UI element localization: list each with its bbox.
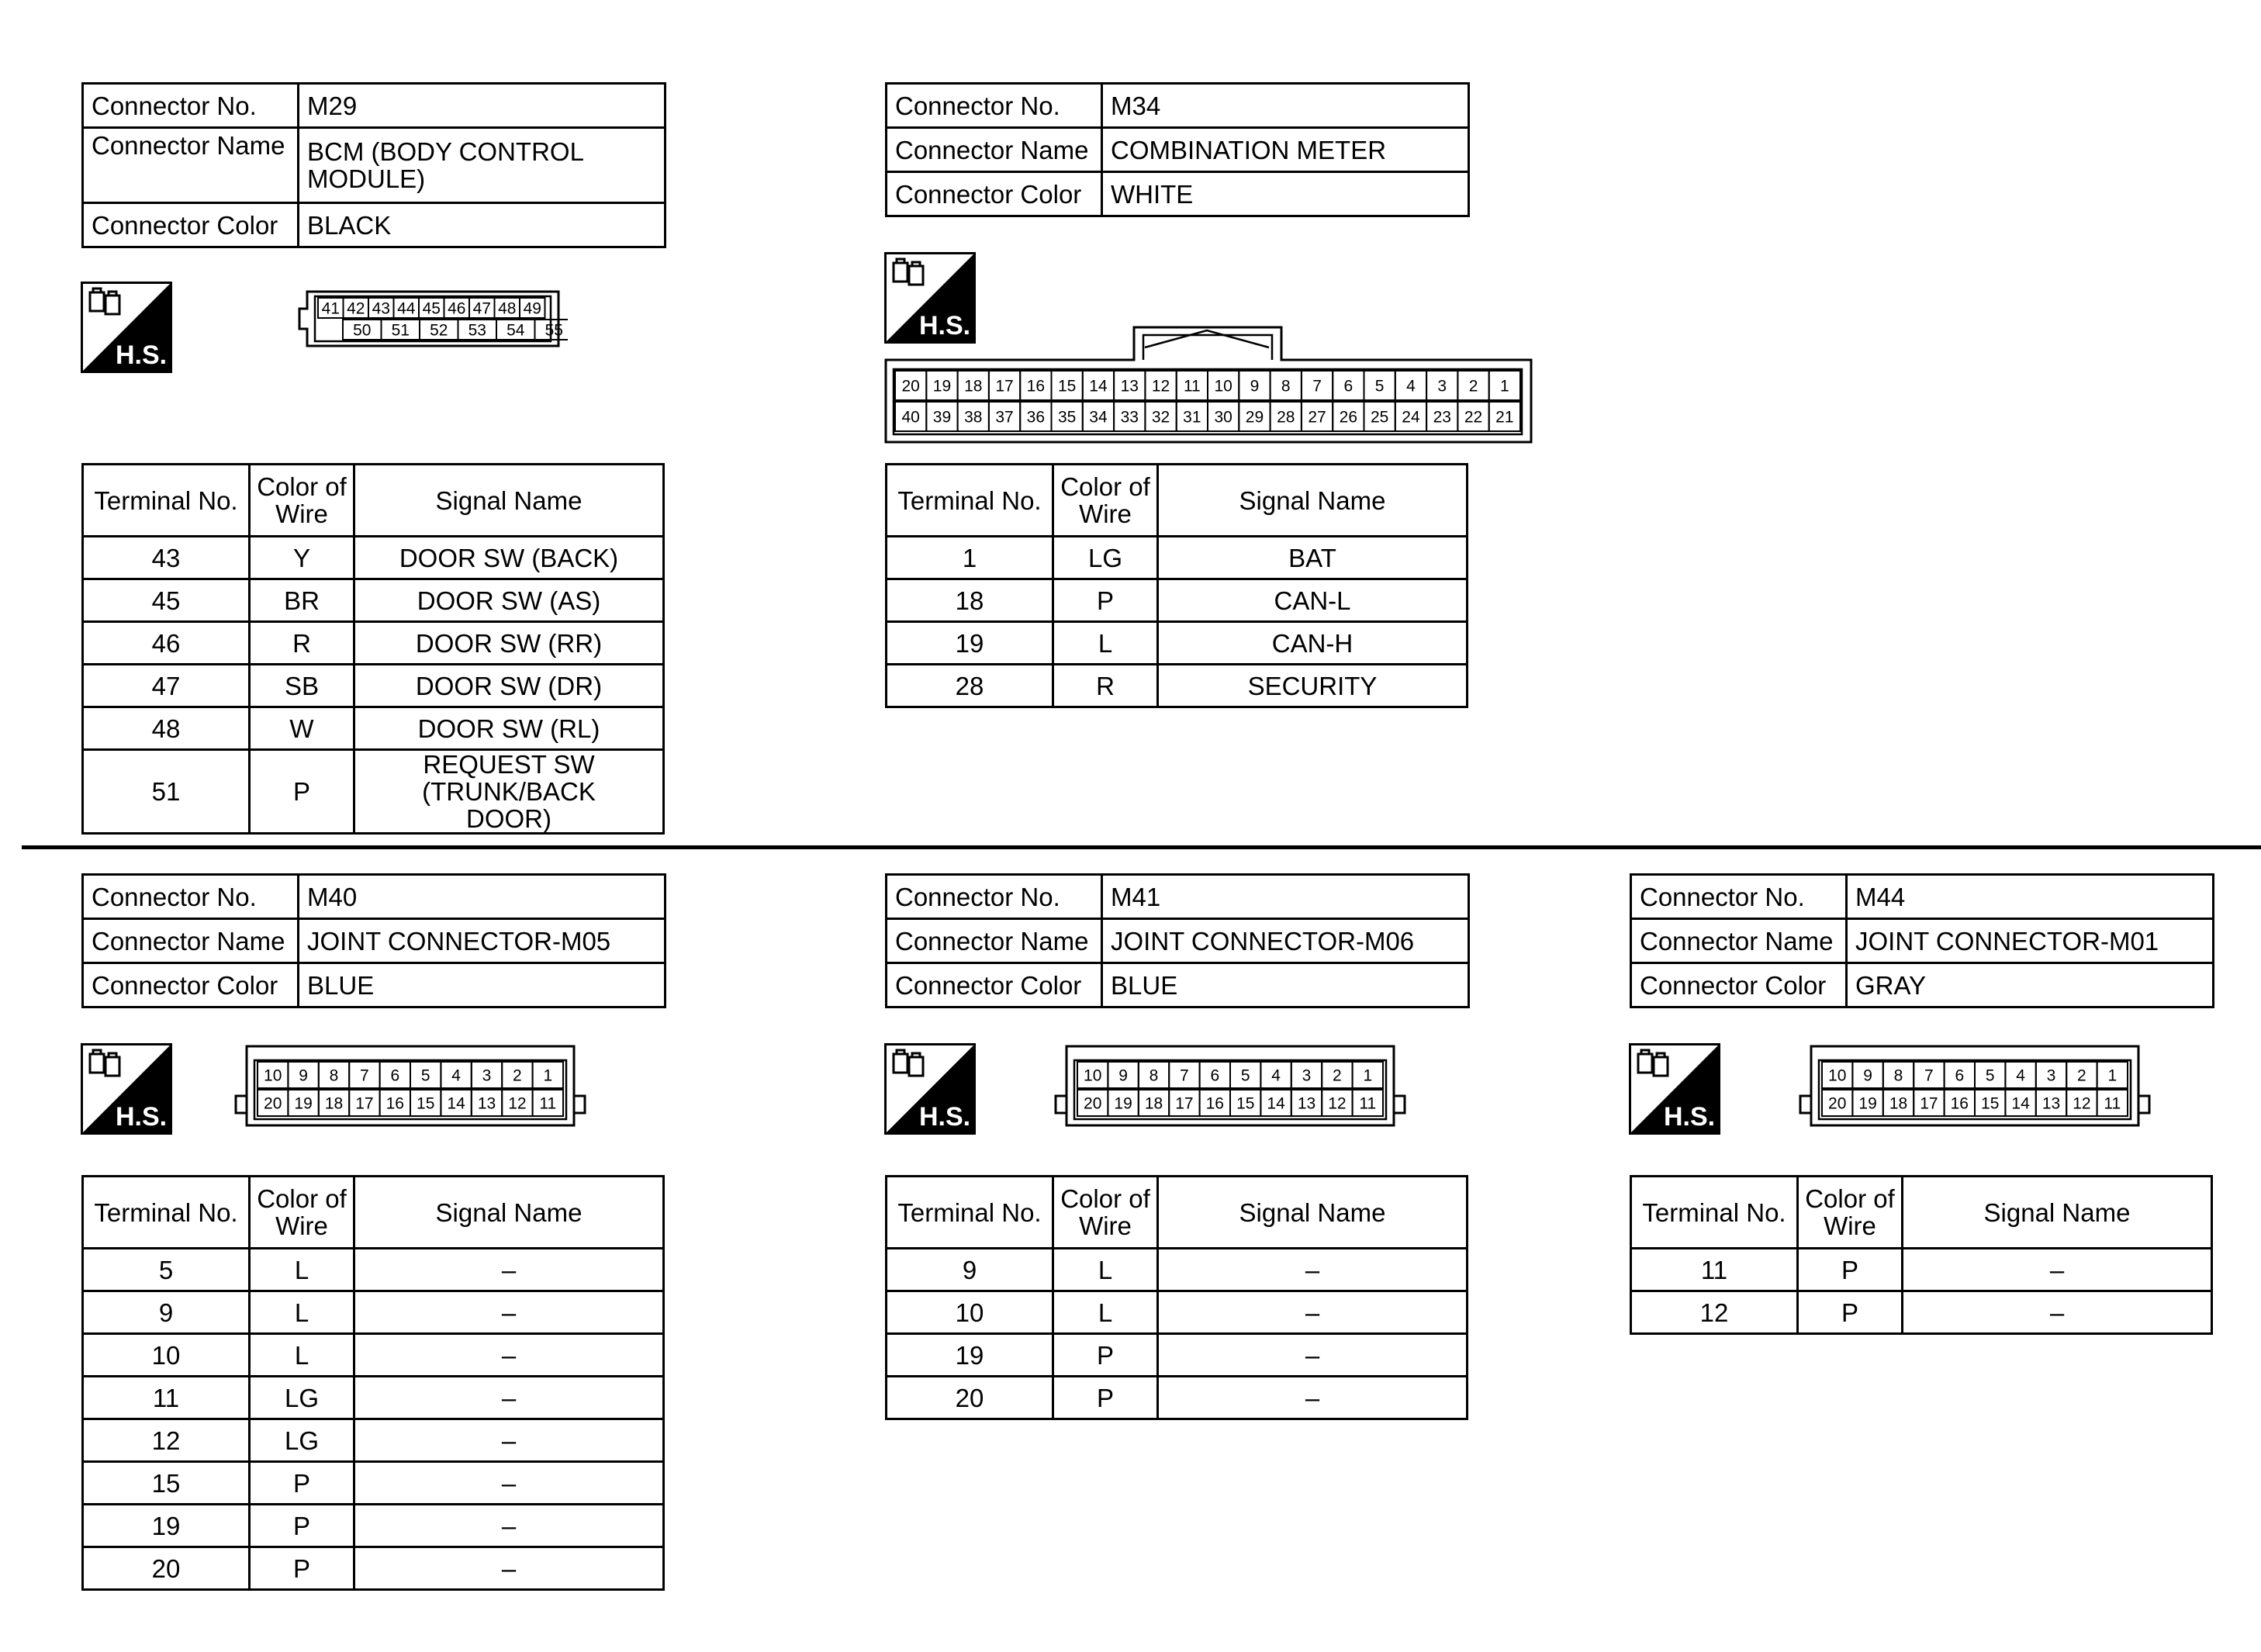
- signal-cell: –: [1158, 1334, 1468, 1377]
- pin-number: 15: [1057, 377, 1077, 396]
- pin-number: 6: [1210, 1066, 1220, 1085]
- pin-number: 20: [1828, 1094, 1847, 1113]
- connector-no-value: M44: [1847, 875, 2214, 919]
- pin-number: 36: [1026, 408, 1046, 427]
- table-row: [887, 1377, 1468, 1419]
- connector-m44-face: [1796, 1043, 2154, 1130]
- pin-number: 15: [1236, 1094, 1255, 1113]
- wire-cell: L: [250, 1249, 354, 1291]
- signal-cell: REQUEST SW (TRUNK/BACK DOOR): [354, 750, 664, 834]
- pin-number: 13: [1297, 1094, 1316, 1113]
- connector-m41-face: [1051, 1043, 1409, 1130]
- table-row: [83, 579, 664, 622]
- pin-number: 10: [1214, 377, 1232, 396]
- terminal-no-header: Terminal No.: [887, 465, 1053, 537]
- pin-number: 39: [932, 408, 952, 427]
- pin-number: 1: [543, 1066, 553, 1085]
- pin-number: 29: [1245, 408, 1264, 427]
- pin-number: 37: [995, 408, 1014, 427]
- pin-number: 13: [1120, 377, 1139, 396]
- pin-number: 17: [1920, 1094, 1938, 1113]
- terminal-cell: 45: [83, 579, 250, 622]
- pin-number: 9: [1250, 377, 1260, 396]
- connector-color-label: Connector Color: [887, 963, 1102, 1007]
- wire-cell: W: [250, 707, 354, 750]
- signal-cell: –: [354, 1249, 664, 1291]
- color-of-wire-header: Color of Wire: [1798, 1177, 1903, 1249]
- table-row: [83, 622, 664, 665]
- signal-cell: –: [1903, 1249, 2212, 1291]
- pin-number: 22: [1464, 408, 1483, 427]
- harness-side-icon: [81, 1043, 172, 1135]
- pin-number: 7: [1924, 1066, 1934, 1085]
- connector-color-label: Connector Color: [1631, 963, 1847, 1007]
- wire-cell: P: [250, 750, 354, 834]
- connector-m34-info: [885, 82, 1470, 217]
- signal-cell: DOOR SW (BACK): [354, 537, 664, 579]
- signal-cell: –: [1158, 1377, 1468, 1419]
- signal-cell: BAT: [1158, 537, 1468, 579]
- pin-number: 7: [360, 1066, 369, 1085]
- wire-cell: BR: [250, 579, 354, 622]
- wire-cell: P: [250, 1547, 354, 1590]
- pin-number: 3: [482, 1066, 492, 1085]
- terminal-cell: 20: [83, 1547, 250, 1590]
- signal-cell: CAN-L: [1158, 579, 1468, 622]
- table-row: [887, 1334, 1468, 1377]
- connector-no-value: M34: [1102, 84, 1469, 128]
- pin-number: 42: [347, 299, 365, 318]
- signal-cell: DOOR SW (RL): [354, 707, 664, 750]
- table-row: [83, 1462, 664, 1505]
- pin-number: 4: [2016, 1066, 2025, 1085]
- color-of-wire-header: Color of Wire: [250, 1177, 354, 1249]
- terminal-cell: 51: [83, 750, 250, 834]
- connector-m29-info: [81, 82, 666, 248]
- pin-number: 18: [1144, 1094, 1163, 1113]
- pin-number: 7: [1312, 377, 1322, 396]
- signal-cell: –: [354, 1547, 664, 1590]
- terminal-cell: 11: [83, 1377, 250, 1419]
- terminal-no-header: Terminal No.: [1631, 1177, 1798, 1249]
- pin-number: 14: [447, 1094, 465, 1113]
- pin-number: 35: [1057, 408, 1077, 427]
- color-of-wire-header: Color of Wire: [1053, 465, 1158, 537]
- pin-number: 41: [321, 299, 340, 318]
- pin-number: 11: [2104, 1094, 2121, 1113]
- pin-number: 32: [1151, 408, 1170, 427]
- signal-cell: DOOR SW (DR): [354, 665, 664, 707]
- pin-number: 13: [2041, 1094, 2061, 1113]
- pin-number: 11: [1183, 377, 1201, 396]
- pin-number: 5: [1985, 1066, 1995, 1085]
- table-row: [83, 1377, 664, 1419]
- terminal-table-m41: [885, 1175, 1468, 1420]
- pin-number: 20: [901, 377, 920, 396]
- pin-number: 19: [1858, 1094, 1877, 1113]
- pin-number: 53: [468, 321, 486, 340]
- signal-name-header: Signal Name: [1158, 1177, 1468, 1249]
- connector-no-label: Connector No.: [887, 875, 1102, 919]
- connector-no-value: M41: [1102, 875, 1469, 919]
- table-row: [887, 1291, 1468, 1334]
- table-row: [83, 1505, 664, 1547]
- pin-number: 4: [451, 1066, 461, 1085]
- connector-name-value: JOINT CONNECTOR-M01: [1847, 919, 2214, 963]
- terminal-table-m34-wrap: [885, 463, 1468, 708]
- connector-name-label: Connector Name: [83, 919, 299, 963]
- wire-cell: P: [1798, 1249, 1903, 1291]
- pin-number: 6: [1343, 377, 1353, 396]
- connector-no-label: Connector No.: [83, 875, 299, 919]
- terminal-cell: 19: [887, 622, 1053, 665]
- wire-cell: LG: [250, 1377, 354, 1419]
- table-row: [83, 707, 664, 750]
- signal-cell: –: [354, 1505, 664, 1547]
- terminal-cell: 18: [887, 579, 1053, 622]
- pin-number: 11: [539, 1094, 557, 1113]
- pin-number: 26: [1339, 408, 1358, 427]
- terminal-no-header: Terminal No.: [83, 465, 250, 537]
- terminal-cell: 48: [83, 707, 250, 750]
- pin-number: 10: [264, 1066, 282, 1085]
- pin-number: 44: [397, 299, 416, 318]
- pin-number: 28: [1277, 408, 1295, 427]
- pin-number: 5: [1374, 377, 1385, 396]
- table-row: [83, 1334, 664, 1377]
- wire-cell: L: [1053, 622, 1158, 665]
- connector-color-value: BLUE: [1102, 963, 1469, 1007]
- connector-no-label: Connector No.: [887, 84, 1102, 128]
- pin-number: 12: [2073, 1094, 2091, 1113]
- connector-color-value: BLACK: [299, 203, 666, 247]
- pin-number: 52: [430, 321, 448, 340]
- wire-cell: R: [1053, 665, 1158, 707]
- terminal-cell: 47: [83, 665, 250, 707]
- pin-number: 17: [995, 377, 1014, 396]
- terminal-no-header: Terminal No.: [83, 1177, 250, 1249]
- terminal-table-m40: [81, 1175, 665, 1591]
- pin-number: 16: [385, 1094, 404, 1113]
- terminal-table-m41-wrap: [885, 1175, 1468, 1420]
- pin-number: 51: [391, 321, 410, 340]
- pin-number: 23: [1433, 408, 1451, 427]
- pin-number: 50: [353, 321, 372, 340]
- terminal-cell: 15: [83, 1462, 250, 1505]
- pin-number: 24: [1402, 408, 1420, 427]
- harness-side-icon: [884, 1043, 976, 1135]
- terminal-cell: 9: [887, 1249, 1053, 1291]
- pin-number: 9: [1863, 1066, 1872, 1085]
- terminal-table-m34: [885, 463, 1468, 708]
- table-row: [887, 665, 1468, 707]
- pin-number: 15: [1981, 1094, 2000, 1113]
- pin-number: 34: [1089, 408, 1108, 427]
- signal-cell: –: [1158, 1249, 1468, 1291]
- pin-number: 12: [1151, 377, 1170, 396]
- connector-no-label: Connector No.: [1631, 875, 1847, 919]
- table-row: [887, 579, 1468, 622]
- wire-cell: P: [1053, 1334, 1158, 1377]
- pin-number: 1: [1500, 377, 1509, 396]
- pin-number: 19: [932, 377, 952, 396]
- pin-number: 1: [1363, 1066, 1373, 1085]
- pin-number: 12: [1328, 1094, 1347, 1113]
- hs-badge-text: H.S.: [115, 340, 168, 370]
- pin-number: 2: [1333, 1066, 1342, 1085]
- pin-number: 5: [1240, 1066, 1250, 1085]
- table-row: [83, 665, 664, 707]
- wire-cell: R: [250, 622, 354, 665]
- signal-name-header: Signal Name: [354, 465, 664, 537]
- pin-number: 18: [1889, 1094, 1908, 1113]
- pin-number: 13: [477, 1094, 496, 1113]
- terminal-cell: 10: [887, 1291, 1053, 1334]
- hs-badge-text: H.S.: [918, 1102, 971, 1132]
- table-row: [887, 1249, 1468, 1291]
- table-row: [1631, 1249, 2212, 1291]
- connector-name-label: Connector Name: [887, 128, 1102, 172]
- connector-name-label: Connector Name: [83, 128, 299, 203]
- color-of-wire-header: Color of Wire: [250, 465, 354, 537]
- pin-number: 6: [390, 1066, 400, 1085]
- pin-number: 5: [420, 1066, 430, 1085]
- connector-info-table: [885, 873, 1470, 1008]
- signal-name-header: Signal Name: [1158, 465, 1468, 537]
- pin-number: 9: [1118, 1066, 1128, 1085]
- wire-cell: P: [1798, 1291, 1903, 1334]
- terminal-table-m40-wrap: [81, 1175, 665, 1591]
- connector-color-label: Connector Color: [83, 203, 299, 247]
- pin-number: 46: [448, 299, 466, 318]
- wire-cell: L: [1053, 1249, 1158, 1291]
- connector-name-label: Connector Name: [1631, 919, 1847, 963]
- terminal-cell: 11: [1631, 1249, 1798, 1291]
- connector-name-label: Connector Name: [887, 919, 1102, 963]
- wire-cell: Y: [250, 537, 354, 579]
- terminal-cell: 19: [83, 1505, 250, 1547]
- pin-number: 11: [1359, 1094, 1377, 1113]
- wire-cell: L: [1053, 1291, 1158, 1334]
- signal-cell: DOOR SW (RR): [354, 622, 664, 665]
- wire-cell: L: [250, 1291, 354, 1334]
- pin-number: 20: [1084, 1094, 1102, 1113]
- pin-number: 43: [372, 299, 390, 318]
- pin-number: 9: [299, 1066, 308, 1085]
- hs-badge-text: H.S.: [115, 1102, 168, 1132]
- connector-m34-face: [884, 324, 1533, 445]
- pin-number: 55: [545, 321, 563, 340]
- connector-name-value: BCM (BODY CONTROL MODULE): [299, 128, 666, 203]
- pin-number: 21: [1495, 408, 1514, 427]
- terminal-cell: 12: [83, 1419, 250, 1462]
- signal-cell: CAN-H: [1158, 622, 1468, 665]
- wire-cell: LG: [1053, 537, 1158, 579]
- pin-number: 31: [1183, 408, 1201, 427]
- wire-cell: P: [1053, 579, 1158, 622]
- signal-cell: –: [354, 1419, 664, 1462]
- connector-name-value: JOINT CONNECTOR-M05: [299, 919, 666, 963]
- pin-number: 18: [964, 377, 983, 396]
- pin-number: 40: [901, 408, 920, 427]
- terminal-cell: 46: [83, 622, 250, 665]
- wire-cell: LG: [250, 1419, 354, 1462]
- pin-number: 6: [1955, 1066, 1965, 1085]
- wire-cell: L: [250, 1334, 354, 1377]
- connector-m40-face: [231, 1043, 589, 1130]
- pin-number: 48: [498, 299, 517, 318]
- terminal-cell: 5: [83, 1249, 250, 1291]
- connector-color-value: BLUE: [299, 963, 666, 1007]
- pin-number: 3: [1437, 377, 1447, 396]
- pin-number: 4: [1406, 377, 1416, 396]
- pin-number: 12: [508, 1094, 527, 1113]
- terminal-cell: 19: [887, 1334, 1053, 1377]
- pin-number: 16: [1950, 1094, 1969, 1113]
- pin-number: 17: [1175, 1094, 1194, 1113]
- table-row: [83, 537, 664, 579]
- connector-info-table: [81, 82, 666, 248]
- pin-number: 7: [1180, 1066, 1189, 1085]
- pin-number: 2: [1468, 377, 1478, 396]
- wire-cell: P: [250, 1505, 354, 1547]
- terminal-cell: 1: [887, 537, 1053, 579]
- pin-number: 18: [324, 1094, 344, 1113]
- pin-number: 14: [2011, 1094, 2030, 1113]
- terminal-cell: 9: [83, 1291, 250, 1334]
- connector-name-value: JOINT CONNECTOR-M06: [1102, 919, 1469, 963]
- harness-side-icon: [81, 282, 172, 373]
- connector-m29-face: [298, 281, 568, 351]
- pin-number: 2: [2077, 1066, 2086, 1085]
- connector-color-label: Connector Color: [887, 172, 1102, 216]
- wire-cell: P: [250, 1462, 354, 1505]
- connector-color-value: WHITE: [1102, 172, 1469, 216]
- connector-no-value: M29: [299, 84, 666, 128]
- pin-number: 30: [1214, 408, 1232, 427]
- section-divider: [22, 845, 2261, 849]
- terminal-cell: 10: [83, 1334, 250, 1377]
- hs-badge-text: H.S.: [918, 311, 971, 340]
- signal-cell: –: [1158, 1291, 1468, 1334]
- pin-number: 8: [1893, 1066, 1903, 1085]
- terminal-table-m29: [81, 463, 665, 835]
- table-row: [83, 1547, 664, 1590]
- pin-number: 3: [1302, 1066, 1312, 1085]
- pin-number: 45: [422, 299, 441, 318]
- terminal-cell: 20: [887, 1377, 1053, 1419]
- table-row: [83, 1291, 664, 1334]
- terminal-table-m44-wrap: [1630, 1175, 2213, 1335]
- signal-cell: –: [354, 1291, 664, 1334]
- terminal-cell: 43: [83, 537, 250, 579]
- pin-number: 19: [294, 1094, 313, 1113]
- pin-number: 10: [1084, 1066, 1102, 1085]
- signal-cell: –: [1903, 1291, 2212, 1334]
- signal-cell: DOOR SW (AS): [354, 579, 664, 622]
- table-row: [83, 1419, 664, 1462]
- pin-number: 47: [472, 299, 491, 318]
- pin-number: 54: [506, 321, 525, 340]
- wire-cell: SB: [250, 665, 354, 707]
- pin-number: 49: [523, 299, 541, 318]
- pin-number: 3: [2046, 1066, 2056, 1085]
- signal-name-header: Signal Name: [1903, 1177, 2212, 1249]
- pin-number: 25: [1370, 408, 1389, 427]
- connector-m41-info: [885, 873, 1470, 1008]
- pin-number: 1: [2107, 1066, 2118, 1085]
- pin-number: 4: [1271, 1066, 1281, 1085]
- pin-number: 20: [264, 1094, 282, 1113]
- pin-number: 33: [1120, 408, 1139, 427]
- connector-info-table: [885, 82, 1470, 217]
- pin-number: 10: [1828, 1066, 1847, 1085]
- connector-info-table: [81, 873, 666, 1008]
- connector-no-label: Connector No.: [83, 84, 299, 128]
- color-of-wire-header: Color of Wire: [1053, 1177, 1158, 1249]
- pin-number: 19: [1114, 1094, 1132, 1113]
- pin-number: 8: [329, 1066, 339, 1085]
- pin-number: 38: [964, 408, 983, 427]
- pin-number: 14: [1089, 377, 1108, 396]
- terminal-cell: 28: [887, 665, 1053, 707]
- connector-name-value: COMBINATION METER: [1102, 128, 1469, 172]
- pin-number: 2: [513, 1066, 522, 1085]
- wire-cell: P: [1053, 1377, 1158, 1419]
- signal-name-header: Signal Name: [354, 1177, 664, 1249]
- terminal-table-m44: [1630, 1175, 2213, 1335]
- harness-side-icon: [1629, 1043, 1720, 1135]
- pin-number: 14: [1267, 1094, 1285, 1113]
- terminal-table-m29-wrap: [81, 463, 665, 835]
- connector-m40-info: [81, 873, 666, 1008]
- table-row: [1631, 1291, 2212, 1334]
- hs-badge-text: H.S.: [1663, 1102, 1716, 1132]
- pin-number: 16: [1205, 1094, 1224, 1113]
- table-row: [83, 1249, 664, 1291]
- terminal-no-header: Terminal No.: [887, 1177, 1053, 1249]
- pin-number: 17: [355, 1094, 374, 1113]
- signal-cell: –: [354, 1462, 664, 1505]
- connector-color-label: Connector Color: [83, 963, 299, 1007]
- table-row: [887, 622, 1468, 665]
- connector-m44-info: [1630, 873, 2214, 1008]
- connector-info-table: [1630, 873, 2214, 1008]
- pin-number: 8: [1149, 1066, 1159, 1085]
- signal-cell: SECURITY: [1158, 665, 1468, 707]
- table-row: [83, 750, 664, 834]
- pin-number: 15: [417, 1094, 435, 1113]
- pin-number: 16: [1026, 377, 1046, 396]
- signal-cell: –: [354, 1334, 664, 1377]
- connector-no-value: M40: [299, 875, 666, 919]
- connector-color-value: GRAY: [1847, 963, 2214, 1007]
- terminal-cell: 12: [1631, 1291, 1798, 1334]
- pin-number: 8: [1281, 377, 1291, 396]
- signal-cell: –: [354, 1377, 664, 1419]
- pin-number: 27: [1308, 408, 1326, 427]
- table-row: [887, 537, 1468, 579]
